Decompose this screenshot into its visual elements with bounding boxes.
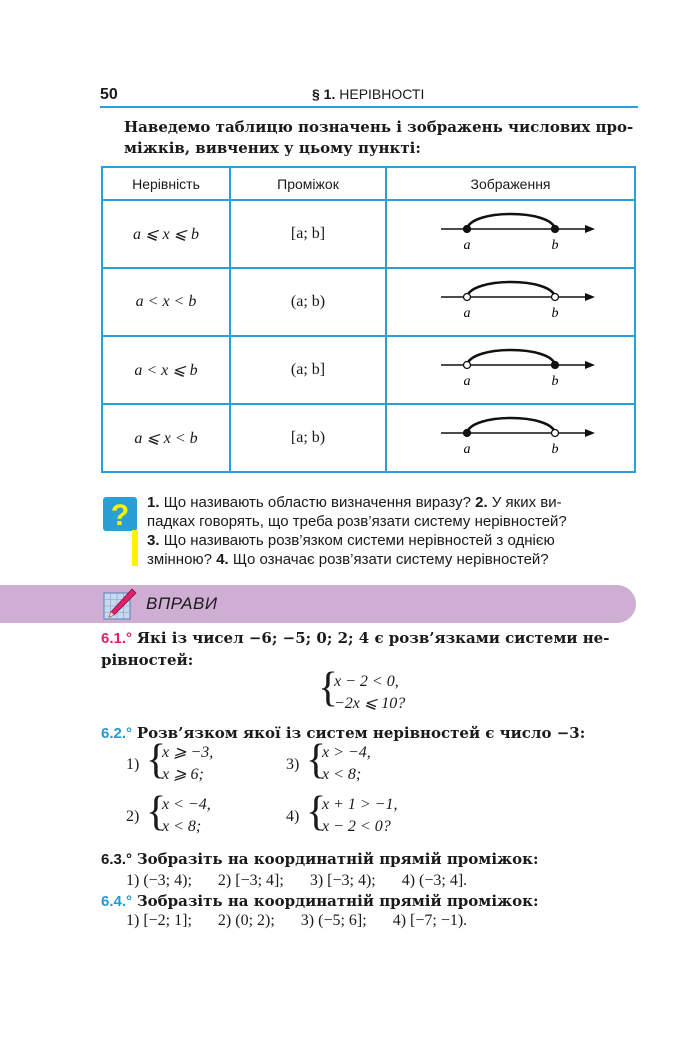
option-label: 4) <box>286 808 300 825</box>
table-row <box>102 336 635 404</box>
number-line <box>421 343 601 393</box>
interval-cell: [a; b] <box>230 200 386 268</box>
question-text: Що означає розв’язати систему нерівностей? <box>232 551 549 568</box>
option-item: 4) (−3; 4]. <box>401 872 468 889</box>
svg-text:?: ? <box>110 499 130 531</box>
table-header-row <box>102 167 635 200</box>
table-row <box>102 404 635 472</box>
exercise-text: Зобразіть на координатній прямій проміжок: <box>136 850 539 868</box>
label-a: a <box>463 305 470 321</box>
number-line <box>421 411 601 461</box>
option-item: 2) (0; 2); <box>217 912 275 929</box>
label-a: a <box>463 237 470 253</box>
section-label: § 1. <box>312 86 336 102</box>
system-line: x < 8; <box>322 766 362 783</box>
system-brace: { <box>146 737 167 783</box>
question-text: У яких ви- <box>491 494 562 511</box>
interval-cell: [a; b) <box>230 404 386 472</box>
number-line <box>421 275 601 325</box>
col-header-picture: Зображення <box>386 167 635 200</box>
interval-arc <box>467 350 555 365</box>
option-item: 3) (−5; 6]; <box>300 912 367 929</box>
endpoint-a <box>463 293 470 300</box>
system-brace: { <box>306 737 327 783</box>
system-line: x ⩾ −3, <box>162 744 214 761</box>
question-number: 4. <box>216 551 229 568</box>
page-number: 50 <box>100 86 118 103</box>
system-line: x ⩾ 6; <box>162 766 204 783</box>
question-line: падках говорять, що треба розв’язати систему нерівностей? <box>147 513 567 530</box>
header-rule <box>100 106 638 108</box>
exercise-6-1 <box>101 628 609 649</box>
interval-cell: (a; b) <box>230 268 386 336</box>
arrow-head <box>585 293 595 301</box>
section-title: НЕРІВНОСТІ <box>339 86 425 102</box>
system-lines <box>322 742 371 786</box>
arrow-head <box>585 225 595 233</box>
system-line: x > −4, <box>322 744 371 761</box>
interval-cell: (a; b] <box>230 336 386 404</box>
endpoint-b <box>551 361 558 368</box>
system-brace: { <box>306 789 327 835</box>
endpoint-a <box>463 225 470 232</box>
exercise-number: 6.4.° <box>101 893 133 910</box>
arrow-head <box>585 429 595 437</box>
inequality-cell: a ⩽ x ⩽ b <box>102 200 230 268</box>
exercise-number: 6.3.° <box>101 851 133 868</box>
system-line: x − 2 < 0? <box>322 818 391 835</box>
exercise-options <box>126 911 467 931</box>
section-header <box>312 86 424 102</box>
label-b: b <box>551 373 558 389</box>
question-text: змінною? <box>147 551 213 568</box>
number-line <box>421 207 601 257</box>
col-header-interval: Проміжок <box>230 167 386 200</box>
label-a: a <box>463 441 470 457</box>
option-label: 3) <box>286 756 300 773</box>
question-number: 2. <box>475 494 488 511</box>
option-item: 4) [−7; −1). <box>392 912 468 929</box>
question-mark-icon <box>103 497 137 531</box>
system-line: x < 8; <box>162 818 202 835</box>
endpoint-a <box>463 429 470 436</box>
pencil-grid-icon <box>102 587 138 621</box>
exercise-6-4 <box>101 891 539 912</box>
question-line <box>147 550 637 569</box>
option-label: 1) <box>126 756 140 773</box>
endpoint-b <box>551 225 558 232</box>
question-number: 3. <box>147 532 160 549</box>
question-accent-bar <box>132 530 138 566</box>
table-row <box>102 268 635 336</box>
review-questions <box>147 493 637 569</box>
option-item: 3) [−3; 4); <box>309 872 376 889</box>
exercises-band <box>0 585 636 623</box>
number-line-cell <box>386 336 635 404</box>
option-label: 2) <box>126 808 140 825</box>
intervals-table <box>101 166 636 473</box>
label-b: b <box>551 237 558 253</box>
system-lines <box>334 671 405 715</box>
interval-arc <box>467 418 555 433</box>
question-line <box>147 531 637 550</box>
exercise-text: Розв’язком якої із систем нерівностей є число −3: <box>136 724 586 742</box>
question-line <box>147 493 637 512</box>
question-number: 1. <box>147 494 160 511</box>
system-line: x < −4, <box>162 796 211 813</box>
option-item: 1) [−2; 1]; <box>126 912 192 929</box>
exercises-title: ВПРАВИ <box>146 594 218 613</box>
option-item: 1) (−3; 4); <box>126 872 192 889</box>
system-lines <box>162 794 211 838</box>
question-text: Що називають розв’язком системи нерівностей з однією <box>163 532 555 549</box>
number-line-cell <box>386 200 635 268</box>
system-lines <box>322 794 398 838</box>
label-b: b <box>551 441 558 457</box>
label-a: a <box>463 373 470 389</box>
endpoint-b <box>551 293 558 300</box>
exercise-text: Зобразіть на координатній прямій проміжок: <box>136 892 539 910</box>
endpoint-a <box>463 361 470 368</box>
exercise-6-2 <box>101 723 585 744</box>
exercise-text-cont: рівностей: <box>101 651 194 669</box>
inequality-cell: a < x < b <box>102 268 230 336</box>
col-header-inequality: Нерівність <box>102 167 230 200</box>
arrow-head <box>585 361 595 369</box>
label-b: b <box>551 305 558 321</box>
system-brace: { <box>146 789 167 835</box>
option-item: 2) [−3; 4]; <box>217 872 284 889</box>
system-lines <box>162 742 213 786</box>
inequality-cell: a < x ⩽ b <box>102 336 230 404</box>
number-line-cell <box>386 404 635 472</box>
exercise-number: 6.1.° <box>101 630 133 647</box>
intro-paragraph: Наведемо таблицю позначень і зображень числових про- міжків, вивчених у цьому пункті: <box>124 118 634 157</box>
inequality-cell: a ⩽ x < b <box>102 404 230 472</box>
system-line: x − 2 < 0, <box>334 673 399 690</box>
question-text: Що називають областю визначення виразу? <box>163 494 471 511</box>
interval-arc <box>467 282 555 297</box>
number-line-cell <box>386 268 635 336</box>
exercise-text: Які із чисел −6; −5; 0; 2; 4 є розв’язками системи не- <box>136 629 610 647</box>
system-line: −2x ⩽ 10? <box>334 695 406 712</box>
endpoint-b <box>551 429 558 436</box>
system-brace: { <box>318 665 339 711</box>
system-line: x + 1 > −1, <box>322 796 398 813</box>
exercise-number: 6.2.° <box>101 725 133 742</box>
exercise-6-3 <box>101 849 539 870</box>
table-row <box>102 200 635 268</box>
interval-arc <box>467 214 555 229</box>
exercise-options <box>126 871 467 891</box>
